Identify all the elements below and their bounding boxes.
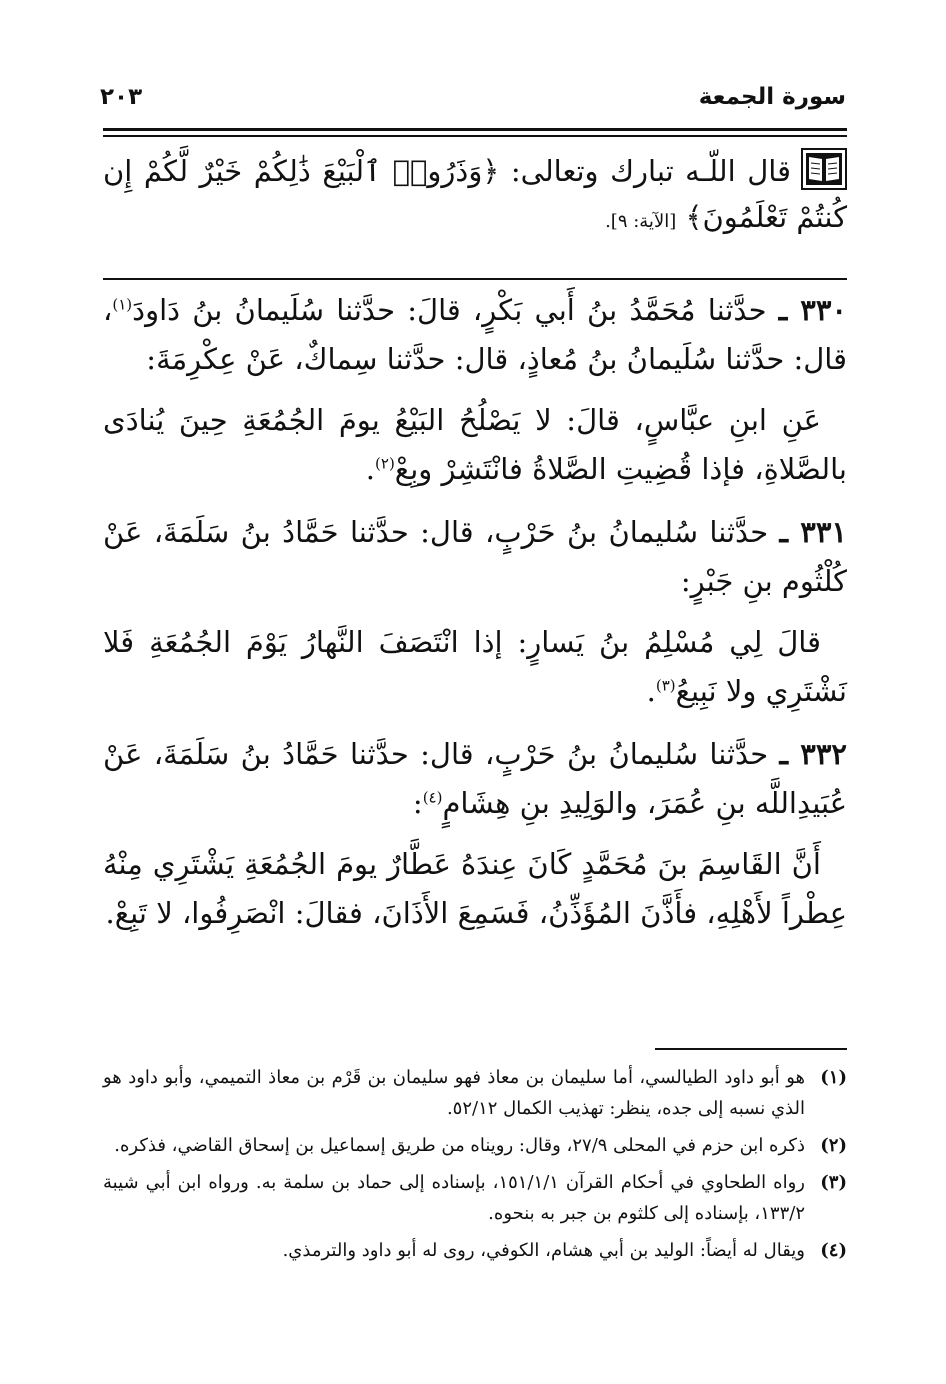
isnad-text: : [412, 786, 423, 820]
footnote-marker: (٣) [655, 676, 676, 695]
footnote-3 [103, 1167, 847, 1229]
hadith-330-isnad [103, 286, 847, 384]
header-rule-bottom [103, 135, 847, 137]
hadith-330-matn [103, 396, 847, 494]
hadith-331-isnad [103, 508, 847, 606]
footnote-marker: (٢) [375, 454, 395, 473]
verse-text [103, 148, 847, 245]
verse-intro: قال اللّـه تبارك وتعالى: [510, 154, 791, 188]
hadith-section [103, 286, 847, 952]
footnote-number: (٣) [820, 1172, 847, 1193]
verse-rule [103, 278, 847, 280]
footnote-text: هو أبو داود الطيالسي، أما سليمان بن معاذ فهو سليمان بن قَرْم بن معاذ التميمي، وأبو داود هو الذي نسبه إلى جده، ينظر: تهذيب الكمال ٥٢/١٢. [103, 1067, 805, 1119]
hadith-331-matn [103, 618, 847, 716]
hadith-332-matn [103, 840, 847, 938]
footnote-number: (١) [820, 1067, 847, 1088]
hadith-number: ٣٣٢ ـ [779, 737, 847, 771]
matn-end: . [365, 452, 376, 486]
matn-text: عَنِ ابنِ عبَّاسٍ، قالَ: لا يَصْلُحُ البَيْعُ يومَ الجُمُعَةِ حِينَ يُنادَى بالصَّلاةِ، فإذا قُضِيتِ الصَّلاةُ فانْتَشِرْ وبِعْ [103, 403, 847, 486]
footnote-marker: (١) [112, 295, 133, 314]
matn-text: أَنَّ القَاسِمَ بنَ مُحَمَّدٍ كَانَ عِندَهُ عَطَّارٌ يومَ الجُمُعَةِ يَشْتَرِي مِنْهُ عِطْراً لأَهْلِهِ، فأَذَّنَ المُؤَذِّنُ، فَسَمِعَ الأَذَانَ، فقالَ: انْصَرِفُوا، لا تَبِعْ. [103, 847, 847, 930]
footnote-number: (٢) [820, 1135, 847, 1156]
isnad-text: حدَّثنا سُليمانُ بنُ حَرْبٍ، قال: حدَّثنا حَمَّادُ بنُ سَلَمَةَ، عَنْ كُلْثُوم بنِ جَبْرٍ: [103, 515, 847, 598]
verse-block [103, 148, 847, 273]
isnad-text: ، قال: حدَّثنا سُلَيمانُ بنُ مُعاذٍ، قال: حدَّثنا سِماكٌ، عَنْ عِكْرِمَةَ: [103, 293, 847, 376]
verse-reference: [الآية: ٩]. [605, 211, 677, 232]
footnote-4 [103, 1235, 847, 1266]
hadith-number: ٣٣٠ ـ [778, 293, 848, 327]
matn-text: قالَ لِي مُسْلِمُ بنُ يَسارٍ: إذا انْتَصَفَ النَّهارُ يَوْمَ الجُمُعَةِ فَلا نَشْتَرِي ولا نَبِيعُ [103, 625, 847, 708]
page-number: ٢٠٣ [100, 84, 143, 110]
footnote-marker: (٤) [422, 788, 443, 807]
footnotes [103, 1062, 847, 1272]
footnote-text: رواه الطحاوي في أحكام القرآن ١٥١/١/١، بإسناده إلى حماد بن سلمة به. ورواه ابن أبي شيبة ١٣٣/٢، بإسناده إلى كلثوم بن جبر به بنحوه. [103, 1172, 805, 1224]
footnote-text: ذكره ابن حزم في المحلى ٢٧/٩، وقال: رويناه من طريق إسماعيل بن إسحاق القاضي، فذكره. [114, 1135, 805, 1156]
footnote-separator [655, 1048, 847, 1050]
footnote-1 [103, 1062, 847, 1124]
verse-quote: ﴿وَذَرُوا۟ ٱلْبَيْعَ ذَٰلِكُمْ خَيْرٌ لَّكُمْ إِن كُنتُمْ تَعْلَمُونَ﴾ [103, 154, 847, 234]
page-header [100, 84, 846, 118]
isnad-text: حدَّثنا مُحَمَّدُ بنُ أَبي بَكْرٍ، قالَ: حدَّثنا سُلَيمانُ بنُ دَاودَ [132, 293, 767, 327]
isnad-text: حدَّثنا سُليمانُ بنُ حَرْبٍ، قال: حدَّثنا حَمَّادُ بنُ سَلَمَةَ، عَنْ عُبَيدِاللَّه بنِ عُمَرَ، والوَلِيدِ بنِ هِشَامٍ [103, 737, 847, 820]
hadith-number: ٣٣١ ـ [779, 515, 847, 549]
header-rule-top [103, 128, 847, 131]
sura-title: سورة الجمعة [698, 84, 846, 110]
footnote-number: (٤) [820, 1240, 847, 1261]
hadith-332-isnad [103, 730, 847, 828]
footnote-text: ويقال له أيضاً: الوليد بن أبي هشام، الكوفي، روى له أبو داود والترمذي. [282, 1240, 805, 1261]
footnote-2 [103, 1130, 847, 1161]
matn-end: . [646, 674, 656, 708]
